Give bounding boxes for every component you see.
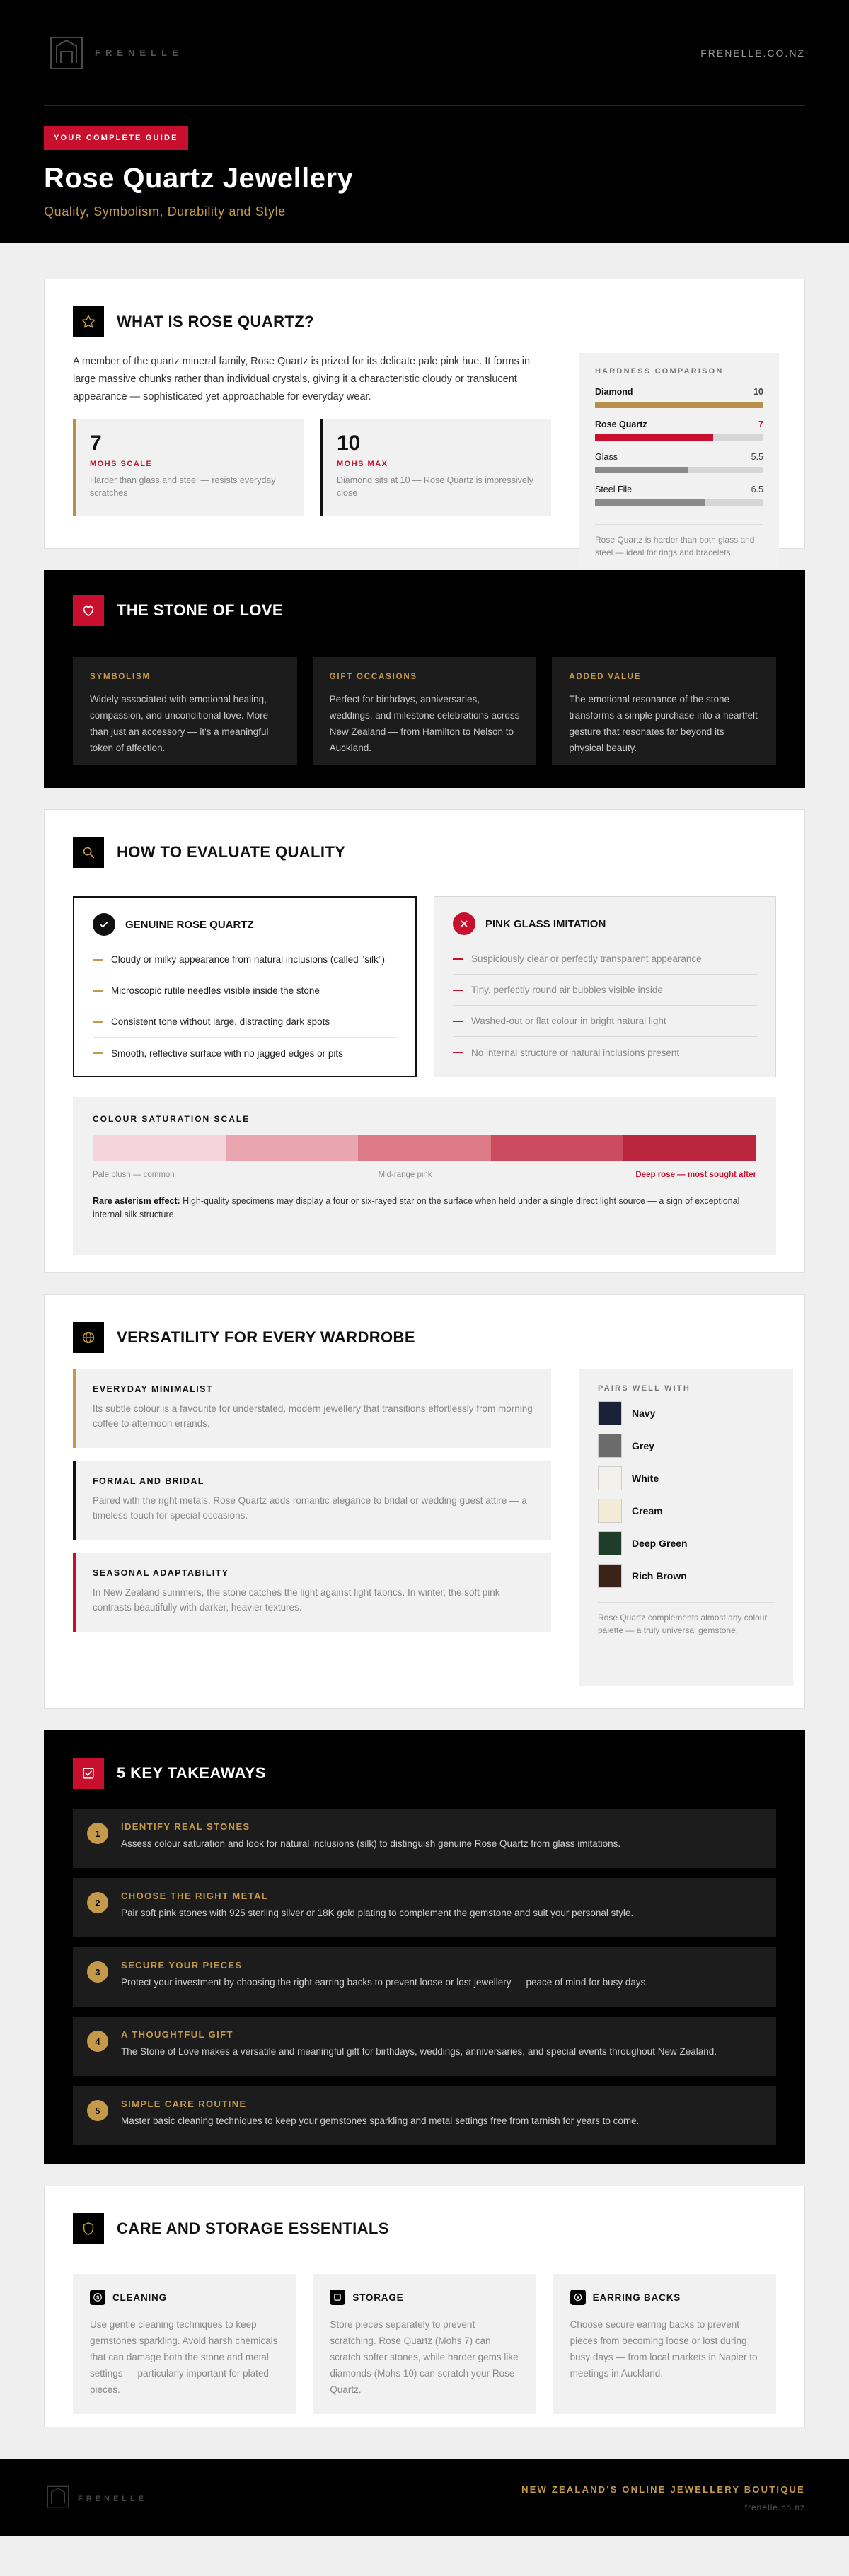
logo-mark-icon [44,30,89,76]
shield-icon [73,2213,104,2244]
footer-tagline: NEW ZEALAND'S ONLINE JEWELLERY BOUTIQUE [521,2484,805,2495]
check-icon [93,913,115,936]
hardness-name: Steel File [595,485,633,494]
heart-icon [73,595,104,626]
section-header [73,595,776,626]
hardness-bar [595,499,763,506]
style-card-desc: Paired with the right metals, Rose Quartz adds romantic elegance to bridal or wedding guest attire — a timeless touch for special occasions. [93,1495,527,1521]
swatch-name: White [632,1473,659,1484]
love-col-added-value [552,657,776,765]
section-title: VERSATILITY FOR EVERY WARDROBE [117,1328,415,1346]
takeaway-desc: Protect your investment by choosing the right earring backs to prevent loose or lost jewellery — peace of mind for busy days. [121,1977,649,1988]
hardness-comparison [579,353,779,569]
style-card-seasonal [73,1553,551,1632]
takeaway-desc: Pair soft pink stones with 925 sterling silver or 18K gold plating to complement the gemstone and suit your personal style. [121,1908,634,1918]
swatch-name: Cream [632,1505,663,1516]
imitation-box [434,896,776,1077]
love-col-desc: Widely associated with emotional healing, compassion, and unconditional love. More than just an accessory — it's a meaningful token of affection. [90,694,269,753]
list-item [93,1006,397,1038]
takeaway-number: 4 [87,2031,108,2052]
versatility-section [44,1294,805,1709]
takeaway-title: CHOOSE THE RIGHT METAL [121,1891,269,1901]
list-item [93,944,397,975]
takeaway-desc: The Stone of Love makes a versatile and meaningful gift for birthdays, weddings, anniversaries, and special events throughout New Zealand. [121,2046,717,2057]
pairs-well-with [579,1369,793,1686]
stat-desc: Diamond sits at 10 — Rose Quartz is impressively close [337,475,533,498]
box-icon [330,2290,345,2305]
footer-url-link[interactable]: frenelle.co.nz [744,2502,805,2512]
top-bar [44,0,805,106]
saturation-step [358,1135,491,1161]
care-col-cleaning [73,2274,296,2414]
list-item [93,1038,397,1069]
list-item-text: Suspiciously clear or perfectly transparent appearance [471,953,702,964]
list-item-text: Cloudy or milky appearance from natural inclusions (called "silk") [111,954,385,965]
logo-text: FRENELLE [95,47,183,58]
cross-icon [453,912,475,935]
dash-icon [453,958,463,960]
hardness-bar [595,402,763,408]
hardness-item-steel-file [595,485,763,506]
care-desc: Choose secure earring backs to prevent pieces from becoming loose or lost during busy days — from local markets in Napier to meetings in Auckland. [570,2319,758,2379]
key-takeaways-section [44,1730,805,2164]
swatch-name: Navy [632,1408,656,1419]
care-columns [73,2274,776,2414]
imitation-label: PINK GLASS IMITATION [485,917,606,930]
page-title: Rose Quartz Jewellery [44,163,354,194]
saturation-bar [93,1135,756,1161]
section-title: CARE AND STORAGE ESSENTIALS [117,2220,389,2237]
pairs-title: PAIRS WELL WITH [598,1384,691,1393]
hardness-item-glass [595,452,763,473]
style-card-desc: In New Zealand summers, the stone catches the light against light fabrics. In winter, the soft pink contrasts beautifully with darker, heavier textures. [93,1587,500,1613]
list-item [453,944,757,975]
dash-icon [453,1052,463,1053]
takeaway-number: 3 [87,1961,108,1983]
genuine-label: GENUINE ROSE QUARTZ [125,918,254,931]
dash-icon [93,990,103,992]
stat-label: MOHS MAX [337,460,388,468]
hardness-item-diamond [595,387,763,408]
footer-logo-mark-icon [44,2483,72,2514]
swatch-cream [598,1499,775,1523]
section-header [73,1758,776,1789]
dash-icon [453,1021,463,1022]
takeaway-number: 1 [87,1823,108,1844]
swatch-name: Grey [632,1440,654,1451]
checklist-icon [73,1758,104,1789]
hardness-fill [595,402,763,408]
love-columns [73,657,776,765]
what-is-rose-quartz-section [44,279,805,557]
hardness-name: Rose Quartz [595,419,647,429]
dollar-icon [90,2290,105,2305]
hardness-value: 6.5 [751,485,763,494]
page-subtitle: Quality, Symbolism, Durability and Style [44,204,286,219]
list-item-text: Smooth, reflective surface with no jagged edges or pits [111,1048,343,1059]
list-item [453,1006,757,1037]
style-card-title: EVERYDAY MINIMALIST [93,1384,213,1394]
color-swatch [598,1499,622,1523]
style-card-desc: Its subtle colour is a favourite for understated, modern jewellery that transitions effortlessly from morning coffee to afternoon errands. [93,1403,533,1429]
love-col-gift-occasions [313,657,537,765]
imitation-header [453,912,757,935]
love-col-title: ADDED VALUE [569,673,642,681]
site-url-link[interactable]: FRENELLE.CO.NZ [700,47,805,59]
care-title: CLEANING [112,2292,167,2303]
genuine-box [73,896,417,1077]
stat-label: MOHS SCALE [90,460,153,468]
lock-icon [570,2290,586,2305]
list-item-text: Washed-out or flat colour in bright natural light [471,1016,666,1026]
takeaway-number: 2 [87,1892,108,1913]
intro-text: A member of the quartz mineral family, Rose Quartz is prized for its delicate pale pink hue. It forms in large massive chunks rather than individual crystals, giving it a characteristic cloudy or translucent appearance — sophisticated yet approachable for everyday wear. [73,356,531,402]
color-swatch [598,1434,622,1458]
swatch-white [598,1466,775,1490]
care-title: STORAGE [352,2292,404,2303]
intro-block [73,353,551,516]
hardness-fill [595,434,713,441]
hardness-bar [595,434,763,441]
care-col-earring-backs [553,2274,776,2414]
guide-badge: YOUR COMPLETE GUIDE [44,126,188,150]
section-header [73,1322,776,1353]
dash-icon [93,1052,103,1054]
asterism-note-text: High-quality specimens may display a four or six-rayed star on the surface when held under a single direct light source — a sign of exceptional internal silk structure. [93,1196,740,1219]
saturation-label-right: Deep rose — most sought after [635,1171,756,1179]
takeaway-item [73,2017,776,2076]
section-header [73,306,776,337]
swatch-rich-brown [598,1564,775,1588]
hardness-fill [595,467,688,473]
care-col-storage [313,2274,536,2414]
style-card-title: FORMAL AND BRIDAL [93,1476,204,1486]
stat-mohs-max [320,419,551,516]
hardness-value: 7 [758,419,763,429]
saturation-step [93,1135,226,1161]
genuine-header [93,913,397,936]
care-desc: Store pieces separately to prevent scratching. Rose Quartz (Mohs 7) can scratch softer stones, while harder gems like diamonds (Mohs 10) can scratch your Rose Quartz. [330,2319,519,2395]
color-swatch [598,1401,622,1425]
stat-number: 10 [337,431,361,455]
hardness-fill [595,499,705,506]
list-item-text: Consistent tone without large, distracting dark spots [111,1016,330,1027]
stone-of-love-section [44,570,805,788]
hardness-title: HARDNESS COMPARISON [595,367,724,376]
swatch-grey [598,1434,775,1458]
hardness-note: Rose Quartz is harder than both glass and steel — ideal for rings and bracelets. [595,524,763,559]
list-item-text: Tiny, perfectly round air bubbles visible inside [471,985,663,995]
section-title: 5 KEY TAKEAWAYS [117,1764,266,1782]
swatch-navy [598,1401,775,1425]
hero-header [0,0,849,243]
saturation-title: COLOUR SATURATION SCALE [93,1114,250,1124]
asterism-note [93,1195,756,1222]
hardness-value: 5.5 [751,452,763,462]
list-item [93,975,397,1006]
stat-desc: Harder than glass and steel — resists everyday scratches [90,475,276,498]
saturation-step [226,1135,359,1161]
logo[interactable] [44,30,183,76]
saturation-labels [93,1171,756,1179]
magnifier-icon [73,837,104,868]
swatch-name: Rich Brown [632,1570,687,1582]
swatch-name: Deep Green [632,1538,688,1549]
love-col-desc: Perfect for birthdays, anniversaries, weddings, and milestone celebrations across New Zealand — from Hamilton to Nelson to Auckland. [329,694,520,753]
hardness-name: Diamond [595,387,633,397]
love-col-symbolism [73,657,297,765]
takeaway-item [73,1878,776,1937]
takeaway-item [73,1809,776,1868]
color-swatch [598,1531,622,1555]
stat-mohs-scale [73,419,304,516]
footer [0,2459,849,2536]
star-icon [73,306,104,337]
takeaway-desc: Master basic cleaning techniques to keep your gemstones sparkling and metal settings free from tarnish for years to come. [121,2116,640,2126]
care-desc: Use gentle cleaning techniques to keep gemstones sparkling. Avoid harsh chemicals that can damage both the stone and metal settings — particularly important for plated pieces. [90,2319,278,2395]
list-item-text: No internal structure or natural inclusions present [471,1047,680,1058]
hardness-bar [595,467,763,473]
color-swatch [598,1564,622,1588]
care-storage-section [44,2186,805,2427]
stat-number: 7 [90,431,102,455]
asterism-note-bold: Rare asterism effect: [93,1196,180,1206]
evaluate-quality-section [44,809,805,1273]
section-title: THE STONE OF LOVE [117,601,283,619]
care-title: EARRING BACKS [592,2292,681,2303]
takeaway-desc: Assess colour saturation and look for natural inclusions (silk) to distinguish genuine Rose Quartz from glass imitations. [121,1838,621,1849]
footer-logo-text: FRENELLE [78,2494,148,2503]
section-title: WHAT IS ROSE QUARTZ? [117,313,314,330]
takeaway-title: SECURE YOUR PIECES [121,1960,243,1971]
dash-icon [93,1021,103,1023]
takeaway-title: SIMPLE CARE ROUTINE [121,2099,247,2109]
saturation-label-mid: Mid-range pink [378,1171,432,1179]
saturation-step [623,1135,756,1161]
takeaway-item [73,1947,776,2007]
dash-icon [453,990,463,991]
stat-row [73,419,551,516]
comparison-columns [73,896,776,1077]
saturation-step [491,1135,624,1161]
section-title: HOW TO EVALUATE QUALITY [117,843,346,861]
love-col-desc: The emotional resonance of the stone transforms a simple purchase into a heartfelt gesture that resonates far beyond its physical beauty. [569,694,758,753]
style-card-title: SEASONAL ADAPTABILITY [93,1568,229,1578]
hardness-value: 10 [753,387,763,397]
color-swatch [598,1466,622,1490]
style-card-everyday [73,1369,551,1448]
hardness-item-rose-quartz [595,419,763,441]
section-header [73,837,776,868]
list-item [453,1037,757,1068]
takeaway-title: IDENTIFY REAL STONES [121,1821,250,1832]
footer-logo[interactable] [44,2483,147,2514]
love-col-title: SYMBOLISM [90,673,151,681]
style-card-formal [73,1461,551,1540]
takeaway-item [73,2086,776,2145]
saturation-label-left: Pale blush — common [93,1171,175,1179]
swatch-deep-green [598,1531,775,1555]
takeaway-number: 5 [87,2100,108,2121]
svg-text:$: $ [96,2294,100,2301]
love-col-title: GIFT OCCASIONS [329,673,417,681]
dash-icon [93,959,103,961]
section-header [73,2213,776,2244]
globe-icon [73,1322,104,1353]
colour-saturation-scale [73,1097,776,1255]
takeaway-list [73,1809,776,2145]
list-item-text: Microscopic rutile needles visible inside the stone [111,985,320,996]
hardness-name: Glass [595,452,618,462]
list-item [453,975,757,1006]
style-cards [73,1369,551,1644]
takeaway-title: A THOUGHTFUL GIFT [121,2029,233,2040]
pairs-note: Rose Quartz complements almost any colour palette — a truly universal gemstone. [598,1602,775,1637]
